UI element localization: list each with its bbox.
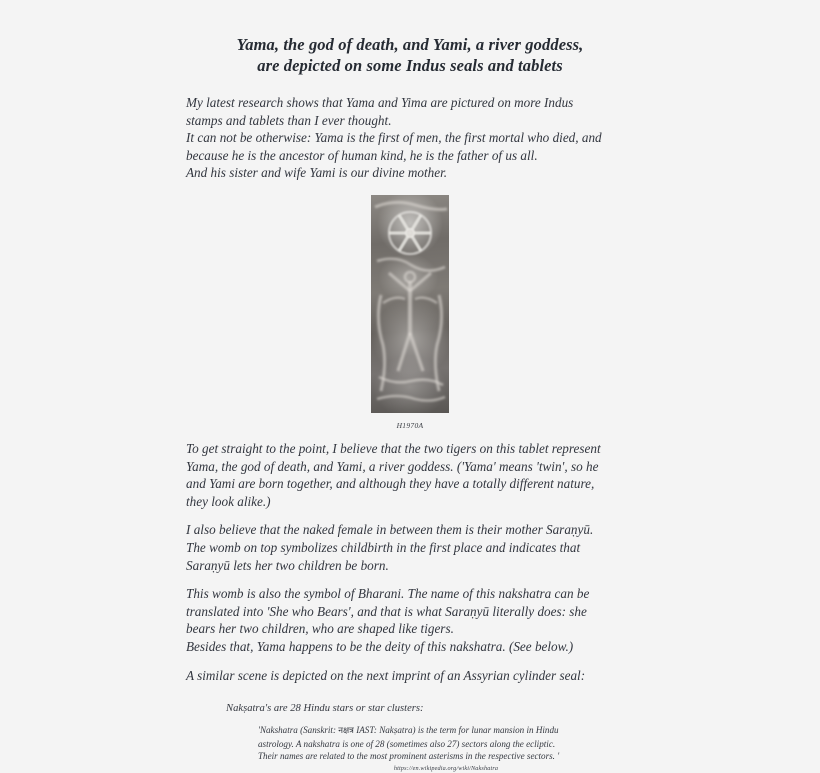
quote-line-1-suffix: IAST: Nakṣatra) is the term for lunar mansion in Hindu [353, 725, 559, 736]
body-p3-line-2: translated into 'She who Bears', and that is what Saraṇyū literally does: she [186, 603, 587, 619]
intro-line-1: My latest research shows that Yama and Yima are pictured on more Indus [186, 95, 574, 110]
nakshatra-wikipedia-quote [258, 724, 634, 773]
nakshatra-note-heading: Nakṣatra's are 28 Hindu stars or star clusters: [226, 703, 424, 715]
figure-caption: H1970A [396, 420, 424, 430]
quote-line-1-prefix: 'Nakshatra (Sanskrit: [258, 725, 339, 736]
source-url[interactable]: https://en.wikipedia.org/wiki/Nakshatra [393, 765, 499, 773]
document-content-column [186, 34, 634, 773]
body-p1-line-4: they look alike.) [186, 493, 271, 509]
nakshatra-note [186, 701, 634, 773]
devanagari-nakshatra: नक्षत्र [338, 726, 354, 737]
body-paragraph-2 [186, 521, 634, 574]
body-p2-line-2: The womb on top symbolizes childbirth in the first place and indicates that [186, 539, 581, 555]
body-paragraph-4 [186, 667, 634, 685]
tablet-relief-carving [371, 195, 449, 413]
body-p1-line-2: Yama, the god of death, and Yami, a river goddess. ('Yama' means 'twin', so he [186, 458, 599, 474]
page-title-line-1: Yama, the god of death, and Yami, a river goddess, [236, 35, 584, 54]
quote-line-2: astrology. A nakshatra is one of 28 (sometimes also 27) sectors along the ecliptic. [258, 738, 556, 749]
body-p4-line-1: A similar scene is depicted on the next imprint of an Assyrian cylinder seal: [186, 667, 586, 683]
body-paragraph-1 [186, 440, 634, 510]
intro-line-3: It can not be otherwise: Yama is the first of men, the first mortal who died, and [186, 130, 602, 146]
page-title [186, 34, 634, 76]
quote-line-1 [258, 724, 634, 737]
body-p1-line-1: To get straight to the point, I believe that the two tigers on this tablet represent [186, 440, 601, 456]
body-p1-line-3: and Yami are born together, and although they have a totally different nature, [186, 476, 595, 492]
intro-line-2: stamps and tablets than I ever thought. [186, 112, 392, 128]
intro-line-4: because he is the ancestor of human kind, he is the father of us all. [186, 147, 538, 163]
indus-tablet-image [371, 195, 449, 413]
body-p3-line-3: bears her two children, who are shaped like tigers. [186, 621, 454, 637]
artifact-figure [186, 195, 634, 431]
page-title-line-2: are depicted on some Indus seals and tablets [257, 56, 563, 75]
body-paragraph-3 [186, 585, 634, 655]
body-p2-line-1: I also believe that the naked female in between them is their mother Saraṇyū. [186, 522, 594, 538]
quote-line-3: Their names are related to the most prominent asterisms in the respective sectors. ' [258, 750, 560, 761]
intro-paragraph [186, 94, 634, 182]
body-p2-line-3: Saraṇyū lets her two children be born. [186, 557, 389, 573]
body-p3-line-1: This womb is also the symbol of Bharani. The name of this nakshatra can be [186, 586, 590, 602]
body-p3-line-4: Besides that, Yama happens to be the deity of this nakshatra. (See below.) [186, 638, 574, 654]
intro-line-5: And his sister and wife Yami is our divine mother. [186, 165, 448, 181]
